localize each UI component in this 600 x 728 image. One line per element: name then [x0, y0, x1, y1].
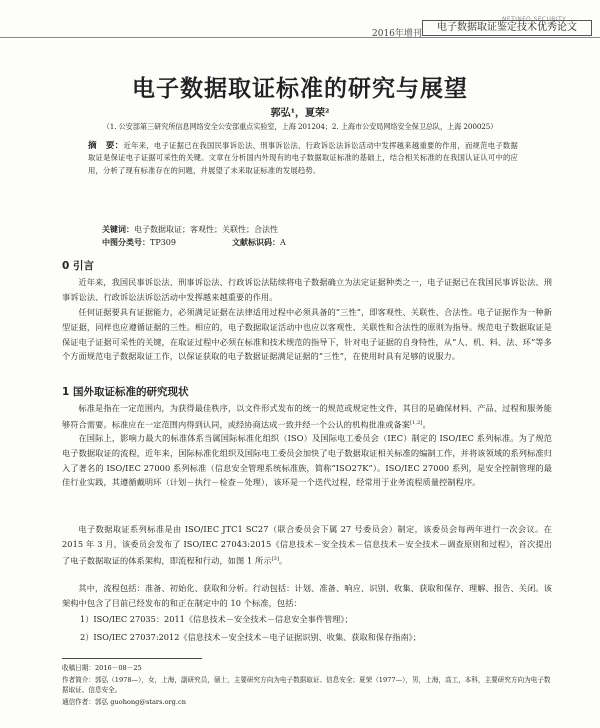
keywords	[102, 224, 278, 235]
section-label: 电子数据取证鉴定技术优秀论文	[422, 20, 592, 36]
corresponding-author: 通信作者：郭弘 guohong@stars.org.cn	[62, 698, 186, 706]
doc-code-value: A	[280, 238, 286, 247]
paragraph: 近年来，我国民事诉讼法、刑事诉讼法、行政诉讼法陆续将电子数据确立为法定证据种类之一，电子证据已在我国民事诉讼法、刑事诉讼法、行政诉讼法诉讼活动中发挥越来越重要的作用。	[62, 277, 552, 302]
citation: [3]	[271, 555, 280, 562]
abstract-label: 摘 要：	[88, 141, 124, 151]
paragraph: 其中，流程包括：准备、初始化、获取和分析。行动包括：计划、准备、响应、识别、收集、获取和保存、理解、报告、关闭。该架构中包含了目前已经发布的和正在制定中的 10 个标准，包括：	[62, 583, 552, 608]
page-header	[0, 16, 600, 40]
received-date: 收稿日期：2016－08－25	[62, 664, 142, 672]
paragraph: 电子数据取证系列标准是由 ISO/IEC JTC1 SC27（联合委员会下属 27 号委员会）制定，该委员会每两年进行一次会议。在 2015 年 3 月，该委员会发布了 ISO/IEC 27043:2015《信息技术－安全技术－信息技术－安全技术－调查原则和过程》，首次提出了电子数据取证的体系架构，即流程和行动，如图 1 所示[3]。	[62, 524, 552, 566]
section-heading-intro: 0 引言	[62, 260, 94, 272]
doc-code-label: 文献标识码：	[232, 238, 280, 247]
paragraph: 任何证据要具有证据能力，必须满足证据在法律适用过程中必须具备的“三性”，即客观性、关联性、合法性。电子证据作为一种新型证据，同样也应遵循证据的三性。相应的，电子数据取证活动中也应以客观性、关联性和合法性的原则为指导。规范电子数据取证是保证电子证据可采性的关键，在取证过程中必须在标准和技术规范的指导下，针对电子证据的自身特性，从“人、机、料、法、环”等多个方面规范电子数据取证工作，以保证获取的电子数据证据满足证据的“三性”，在使用时具有足够的说服力。	[62, 307, 552, 362]
list-item: 2）ISO/IEC 27037:2012《信息技术－安全技术－电子证据识别、收集、获取和保存指南》；	[80, 632, 421, 642]
header-rule	[0, 37, 600, 38]
citation: [1,2]	[410, 419, 423, 426]
classification	[102, 237, 314, 248]
author-bio: 作者简介：郭弘（1978—），女，上海，副研究员，硕士，主要研究方向为电子数据取证、信息安全；夏荣（1977—），男，上海，高工，本科，主要研究方向为电子数据取证、信息安全。	[62, 676, 551, 694]
paragraph-text: 电子数据取证系列标准是由 ISO/IEC JTC1 SC27（联合委员会下属 27 号委员会）制定，该委员会每两年进行一次会议。在 2015 年 3 月，该委员会发布了 ISO/IEC 27043:2015《信息技术－安全技术－信息技术－安全技术－调查原则和过程》，首次提出了电子数据取证的体系架构，即流程和行动，如图 1 所示	[62, 524, 552, 566]
affiliations: （1. 公安部第三研究所信息网络安全公安部重点实验室，上海 201204；2. 上海市公安局网络安全保卫总队，上海 200025）	[102, 122, 498, 131]
paper-title: 电子数据取证标准的研究与展望	[132, 76, 468, 102]
paragraph: 在国际上，影响力最大的标准体系当属国际标准化组织（ISO）及国际电工委员会（IEC）制定的 ISO/IEC 系列标准。为了规范电子数据取证的流程，近年来，国际标准化组织及国际电工委员会加快了电子数据取证相关标准的编制工作，并将该领域的系列标准归入了著名的 ISO/IEC 27000 系列标准（信息安全管理系统标准族，简称“ISO27K”）。ISO/IEC 27000 系列，是安全控制管理的最佳行业实践，其遵循戴明环（计划－执行－检查－处理），该环是一个迭代过程，经常用于业务流程质量控制程序。	[62, 433, 552, 488]
clc-value: TP309	[150, 238, 176, 247]
keywords-label: 关键词：	[102, 225, 134, 234]
clc-label: 中图分类号：	[102, 238, 150, 247]
authors: 郭弘¹，夏荣²	[270, 108, 330, 119]
section-heading-foreign-standards: 1 国外取证标准的研究现状	[62, 386, 189, 398]
issue-label: 2016年增刊	[372, 29, 422, 39]
abstract	[88, 140, 518, 177]
footnote-rule	[62, 658, 202, 659]
paragraph-text: 标准是指在一定范围内，为获得最佳秩序，以文件形式发布的统一的规范或规定性文件，其目的是确保材料、产品、过程和服务能够符合需要。标准应在一定范围内得到认同，或经协商达成一致并经一个公认的机构批准或备案	[62, 403, 552, 430]
abstract-text: 近年来，电子证据已在我国民事诉讼法、刑事诉讼法、行政诉讼法诉讼活动中发挥越来越重要的作用，而规范电子数据取证是保证电子证据可采性的关键。文章在分析国内外现有的电子数据取证标准的基础上，结合相关标准的在我国认证认可中的应用，分析了现有标准存在的问题，并展望了未来取证标准的发展趋势。	[88, 141, 518, 175]
keywords-text: 电子数据取证；客观性；关联性；合法性	[134, 225, 278, 234]
list-item: 1）ISO/IEC 27035：2011《信息技术－安全技术－信息安全事件管理》；	[80, 614, 353, 624]
paragraph: 标准是指在一定范围内，为获得最佳秩序，以文件形式发布的统一的规范或规定性文件，其目的是确保材料、产品、过程和服务能够符合需要。标准应在一定范围内得到认同，或经协商达成一致并经一个公认的机构批准或备案[1,2]。	[62, 403, 552, 430]
